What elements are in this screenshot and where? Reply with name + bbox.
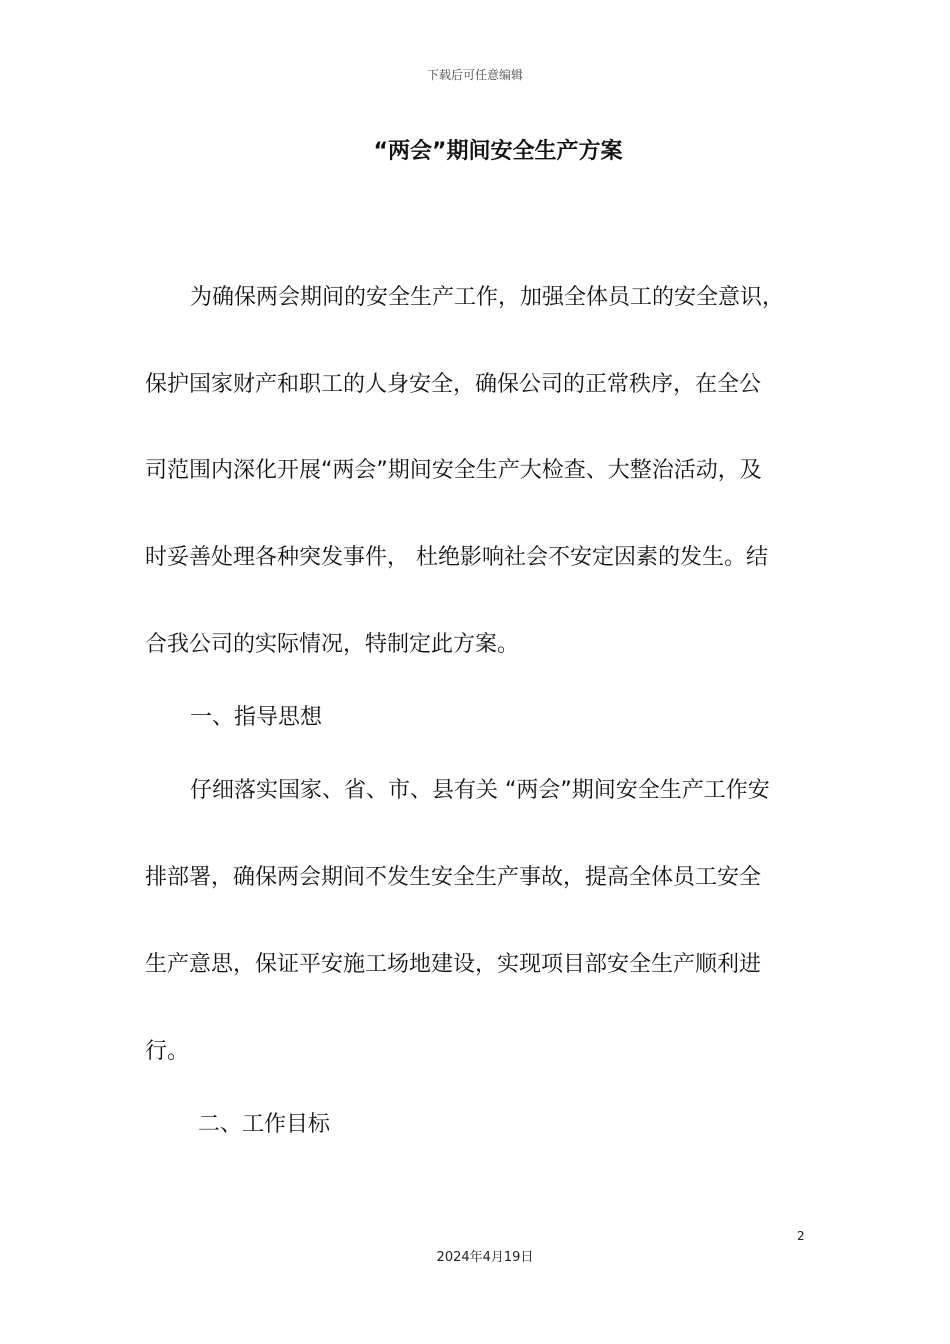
paragraph-line: 行。 <box>145 1039 190 1064</box>
page-title: “两会”期间安全生产方案 <box>373 139 623 164</box>
paragraph-line: 时妥善处理各种突发事件， 杜绝影响社会不安定因素的发生。结 <box>145 545 768 570</box>
footer-date: 2024年4月19日 <box>436 1250 534 1265</box>
paragraph-line: 保护国家财产和职工的人身安全，确保公司的正常秩序，在全公 <box>145 372 762 397</box>
page-number: 2 <box>797 1229 805 1243</box>
section-heading: 一、指导思想 <box>190 705 323 730</box>
paragraph-line: 合我公司的实际情况，特制定此方案。 <box>145 632 520 657</box>
paragraph-line: 仔细落实国家、省、市、县有关 “两会”期间安全生产工作安 <box>190 778 770 803</box>
paragraph-line: 生产意思，保证平安施工场地建设，实现项目部安全生产顺利进 <box>145 952 762 977</box>
paragraph-line: 排部署，确保两会期间不发生安全生产事故，提高全体员工安全 <box>145 865 762 890</box>
paragraph-line: 司范围内深化开展“两会”期间安全生产大检查、大整治活动，及 <box>145 458 762 483</box>
section-heading: 二、工作目标 <box>198 1112 331 1137</box>
header-note: 下载后可任意编辑 <box>426 68 523 82</box>
paragraph-line: 为确保两会期间的安全生产工作，加强全体员工的安全意识， <box>190 285 785 310</box>
